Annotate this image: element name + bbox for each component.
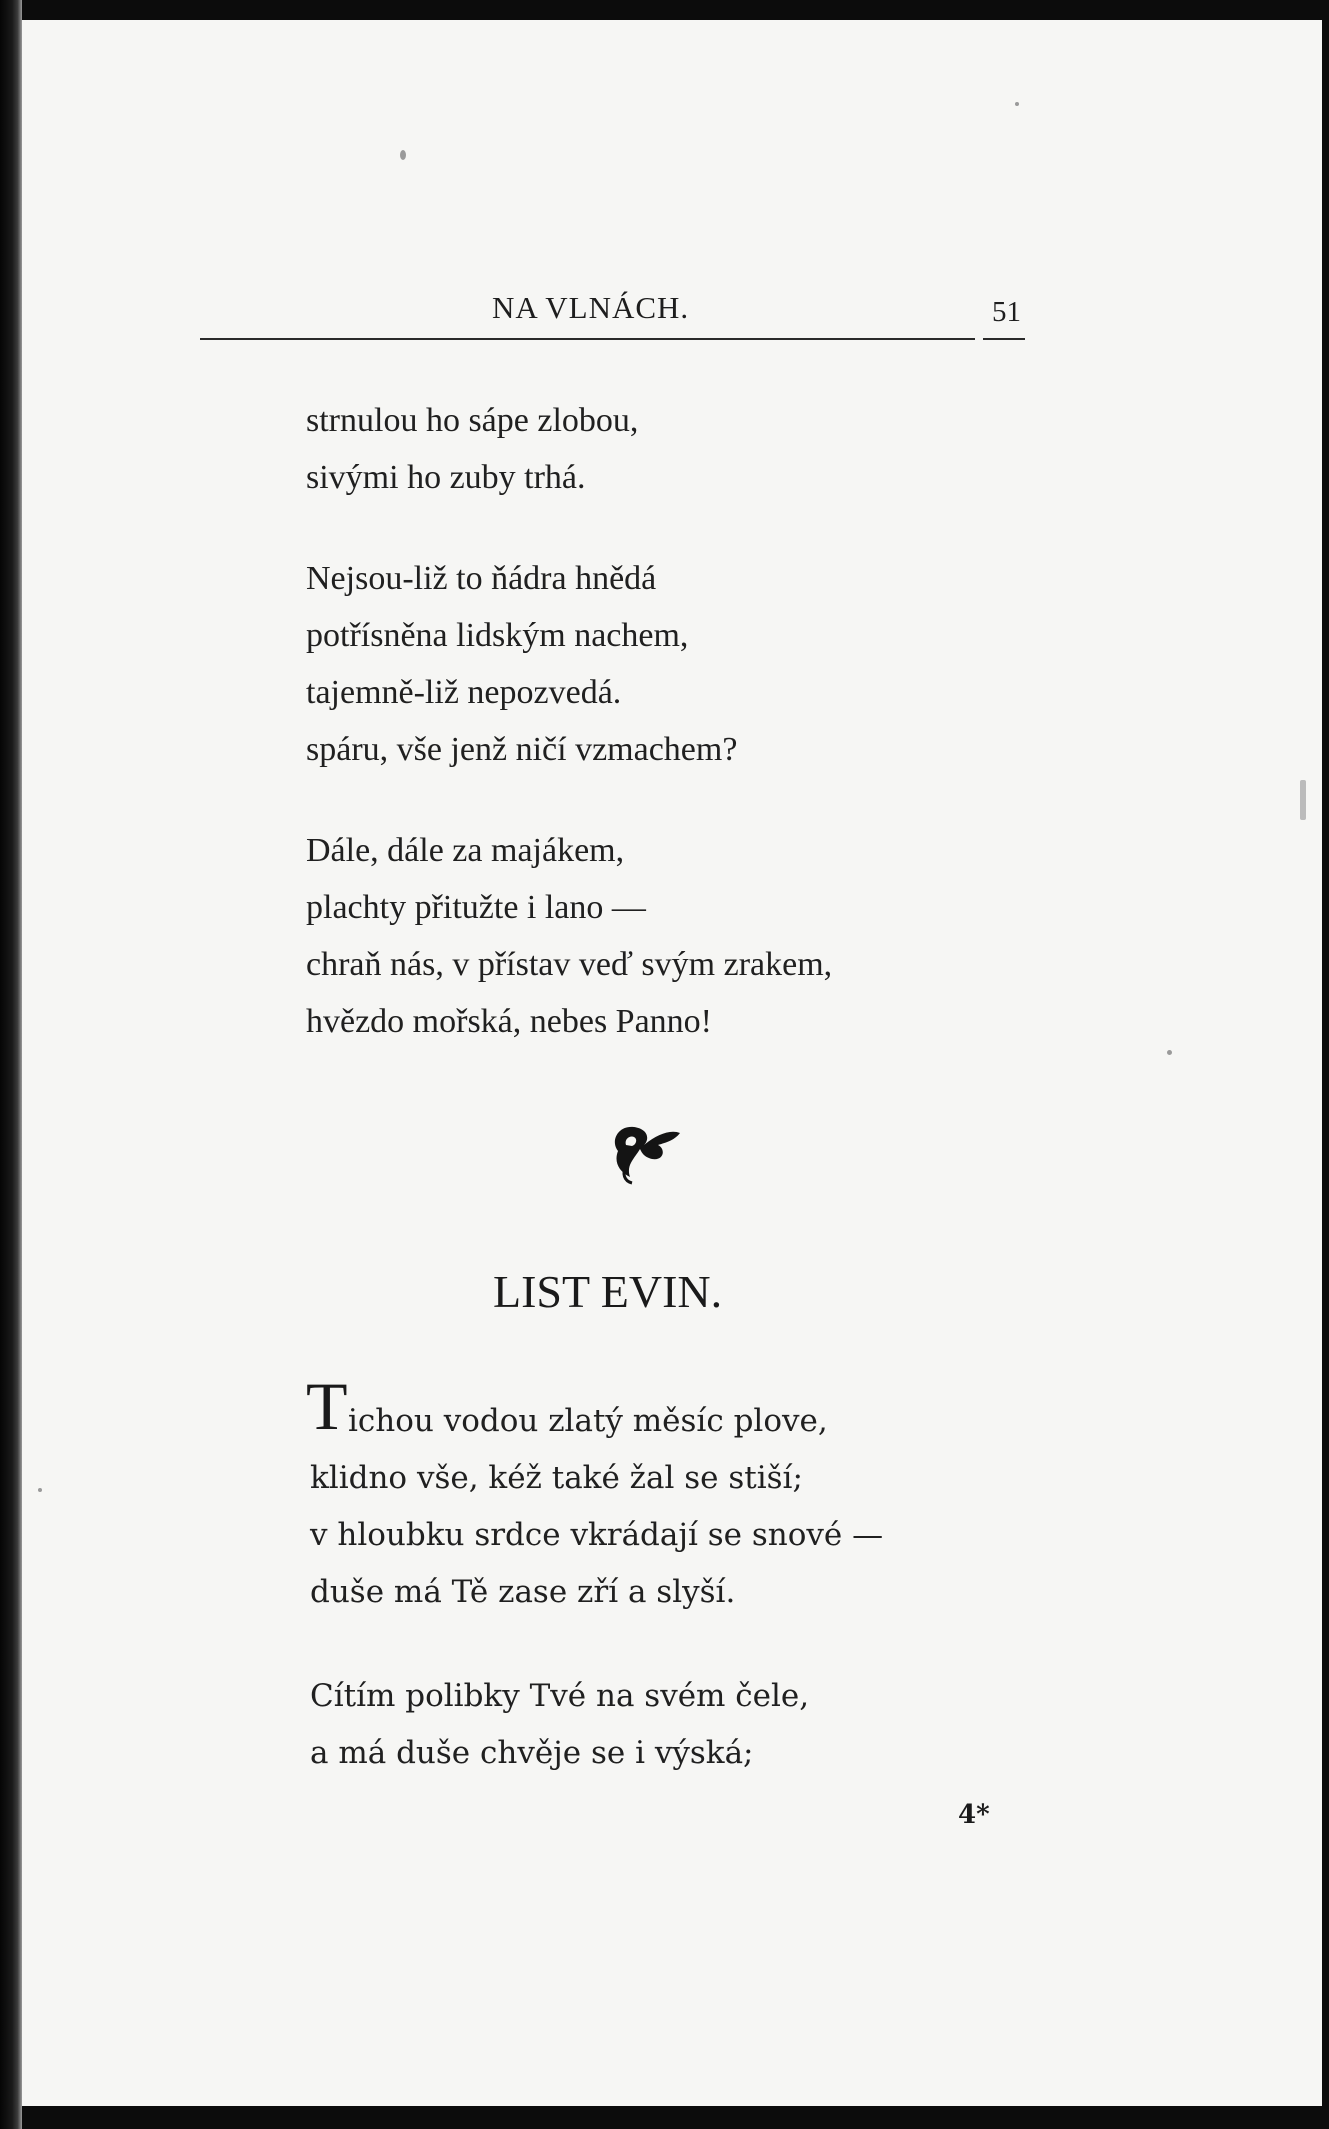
header-rule	[200, 338, 975, 340]
paper-speck	[400, 150, 406, 160]
verse-line: potřísněna lidským nachem,	[306, 617, 689, 654]
verse-line: Dále, dále za majákem,	[306, 832, 625, 869]
verse-line: plachty přitužte i lano —	[306, 889, 646, 926]
stanza-3	[306, 822, 832, 1050]
page-number: 51	[992, 296, 1021, 328]
poem2-stanza-1	[310, 1450, 883, 1621]
poem2-stanza-2	[310, 1668, 809, 1782]
running-title: NA VLNÁCH.	[492, 290, 690, 325]
paper-speck	[1167, 1050, 1172, 1055]
paper-speck	[38, 1488, 42, 1492]
verse-line: sivými ho zuby trhá.	[306, 459, 586, 496]
header-rule-short	[983, 338, 1025, 340]
book-spine-shadow	[0, 0, 22, 2129]
verse-line: duše má Tě zase zří a slyší.	[310, 1574, 736, 1610]
paper-speck	[1015, 102, 1019, 106]
verse-line: Cítím polibky Tvé na svém čele,	[310, 1678, 810, 1714]
verse-line: chraň nás, v přístav veď svým zrakem,	[306, 946, 833, 983]
verse-line: Nejsou-liž to ňádra hnědá	[306, 560, 657, 597]
verse-line: v hloubku srdce vkrádají se snové —	[310, 1517, 884, 1553]
poem-title: LIST EVIN.	[493, 1266, 723, 1317]
verse-line: klidno vše, kéž také žal se stiší;	[310, 1460, 803, 1496]
verse-line: strnulou ho sápe zlobou,	[306, 402, 639, 439]
signature-mark: 4*	[958, 1800, 990, 1830]
verse-line: spáru, vše jenž ničí vzmachem?	[306, 731, 738, 768]
book-page	[22, 20, 1322, 2106]
paper-speck	[1300, 780, 1306, 820]
poem2-first-line	[348, 1393, 828, 1450]
leaf-fleuron-icon	[604, 1115, 684, 1185]
verse-line: a má duše chvěje se i výská;	[310, 1735, 754, 1771]
verse-line: hvězdo mořská, nebes Panno!	[306, 1003, 713, 1040]
drop-cap: T	[306, 1368, 348, 1444]
verse-line: tajemně-liž nepozvedá.	[306, 674, 622, 711]
verse-line: ichou vodou zlatý měsíc plove,	[348, 1403, 828, 1439]
stanza-2	[306, 550, 737, 778]
stanza-1	[306, 392, 638, 506]
